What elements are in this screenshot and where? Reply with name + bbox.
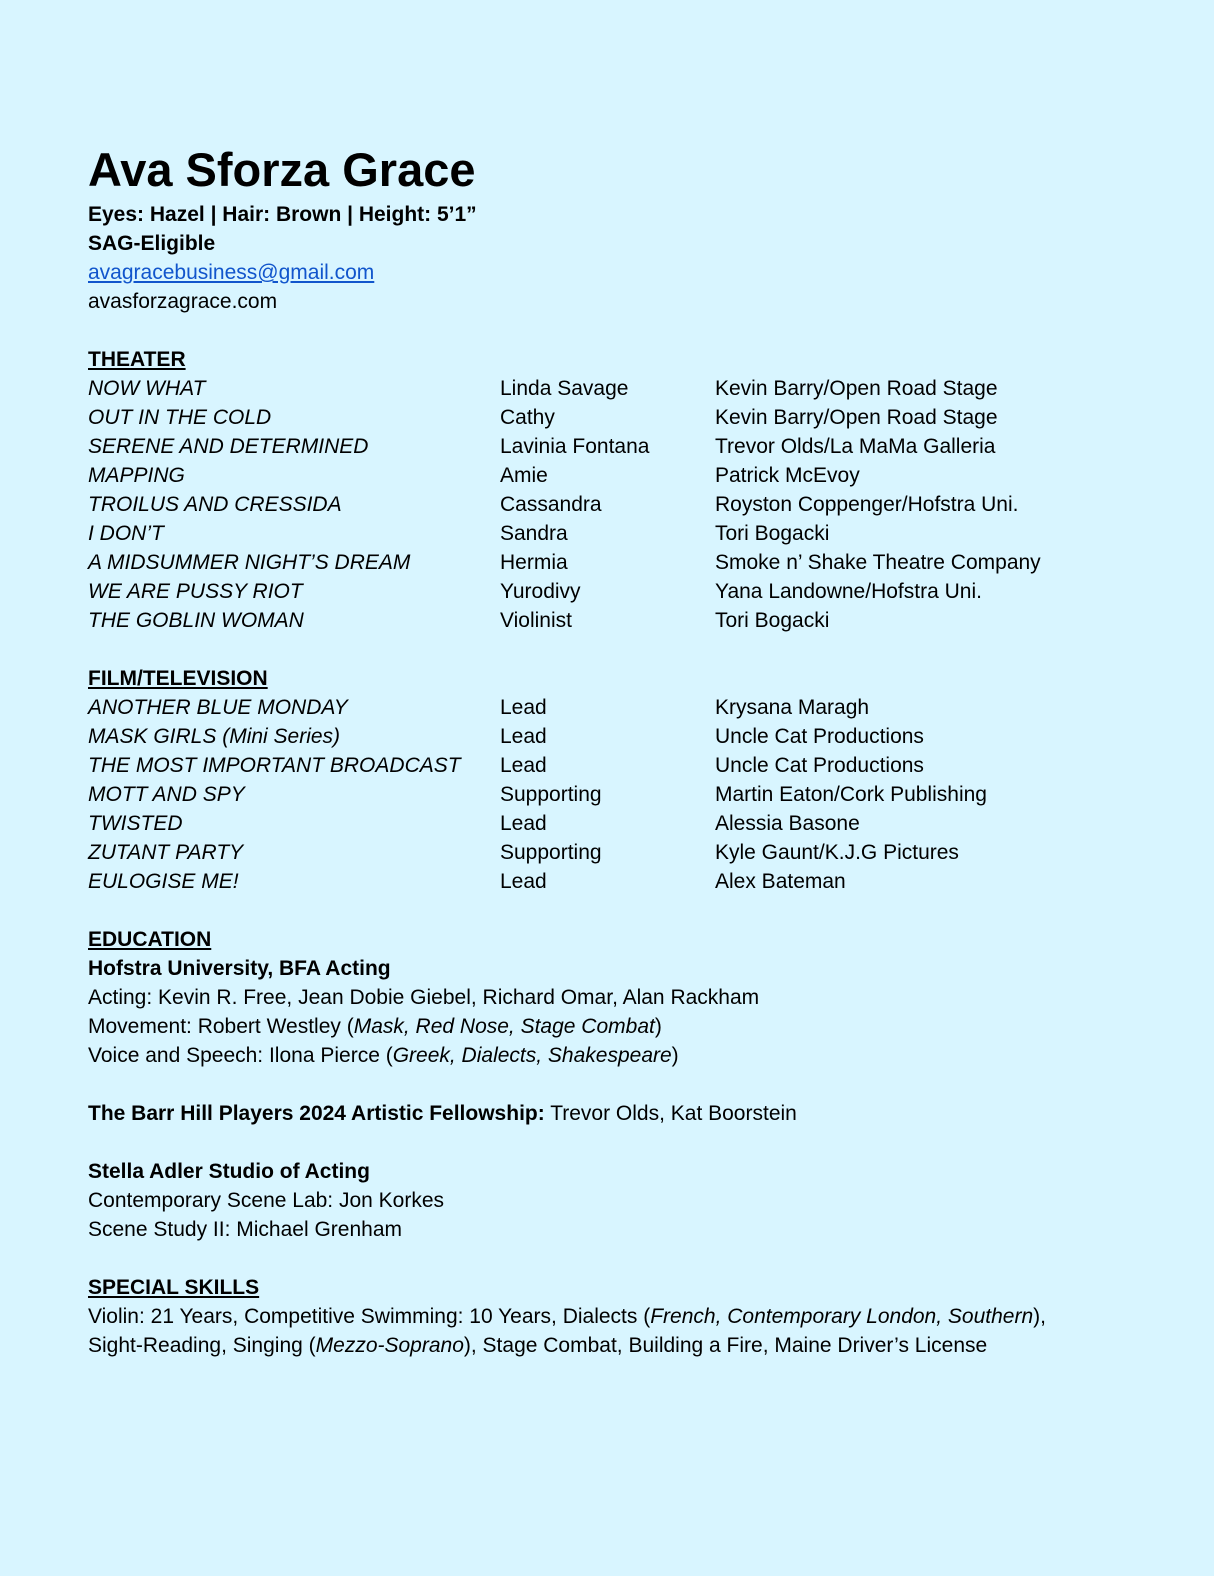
credit-company: Kyle Gaunt/K.J.G Pictures [715, 841, 959, 864]
film-heading: FILM/TELEVISION [88, 667, 268, 690]
film-credit-row [88, 722, 1148, 751]
theater-credit-row [88, 432, 1148, 461]
credit-role: Sandra [500, 522, 568, 545]
credit-company: Uncle Cat Productions [715, 725, 924, 748]
film-credit-row [88, 809, 1148, 838]
credit-title: ANOTHER BLUE MONDAY [88, 696, 348, 719]
credit-role: Lead [500, 812, 547, 835]
skills-line-2: Sight-Reading, Singing (Mezzo-Soprano), Stage Combat, Building a Fire, Maine Driver’s License [88, 1334, 988, 1357]
barr-hill-fellowship: The Barr Hill Players 2024 Artistic Fellowship: Trevor Olds, Kat Boorstein [88, 1102, 797, 1125]
credit-title: THE MOST IMPORTANT BROADCAST [88, 754, 461, 777]
education-heading: EDUCATION [88, 928, 212, 951]
skills-heading: SPECIAL SKILLS [88, 1276, 260, 1299]
credit-company: Patrick McEvoy [715, 464, 860, 487]
credit-role: Cassandra [500, 493, 602, 516]
credit-role: Violinist [500, 609, 572, 632]
theater-credits [88, 374, 1148, 635]
hofstra-title: Hofstra University, BFA Acting [88, 957, 391, 980]
credit-company: Tori Bogacki [715, 609, 830, 632]
stella-title: Stella Adler Studio of Acting [88, 1160, 370, 1183]
actor-name: Ava Sforza Grace [88, 143, 476, 196]
credit-role: Supporting [500, 783, 602, 806]
credit-title: WE ARE PUSSY RIOT [88, 580, 303, 603]
email-link[interactable]: avagracebusiness@gmail.com [88, 261, 375, 284]
credit-company: Alex Bateman [715, 870, 846, 893]
credit-title: I DON’T [88, 522, 164, 545]
theater-credit-row [88, 374, 1148, 403]
theater-credit-row [88, 519, 1148, 548]
theater-credit-row [88, 606, 1148, 635]
theater-credit-row [88, 548, 1148, 577]
credit-role: Cathy [500, 406, 555, 429]
credit-role: Lead [500, 725, 547, 748]
credit-company: Martin Eaton/Cork Publishing [715, 783, 987, 806]
credit-company: Royston Coppenger/Hofstra Uni. [715, 493, 1019, 516]
credit-title: MASK GIRLS (Mini Series) [88, 725, 341, 748]
theater-heading: THEATER [88, 348, 186, 371]
physical-stats: Eyes: Hazel | Hair: Brown | Height: 5’1” [88, 203, 477, 226]
credit-role: Linda Savage [500, 377, 629, 400]
credit-company: Krysana Maragh [715, 696, 870, 719]
credit-title: A MIDSUMMER NIGHT’S DREAM [88, 551, 411, 574]
hofstra-acting: Acting: Kevin R. Free, Jean Dobie Giebel, Richard Omar, Alan Rackham [88, 986, 760, 1009]
credit-company: Yana Landowne/Hofstra Uni. [715, 580, 982, 603]
website: avasforzagrace.com [88, 290, 278, 313]
film-credit-row [88, 780, 1148, 809]
credit-role: Hermia [500, 551, 568, 574]
credit-role: Lead [500, 754, 547, 777]
credit-company: Alessia Basone [715, 812, 860, 835]
theater-credit-row [88, 577, 1148, 606]
credit-title: NOW WHAT [88, 377, 206, 400]
credit-company: Kevin Barry/Open Road Stage [715, 377, 998, 400]
credit-title: EULOGISE ME! [88, 870, 239, 893]
skills-line-1: Violin: 21 Years, Competitive Swimming: 10 Years, Dialects (French, Contemporary London, Southern), [88, 1305, 1046, 1328]
credit-company: Kevin Barry/Open Road Stage [715, 406, 998, 429]
credit-title: TWISTED [88, 812, 183, 835]
resume [88, 140, 1148, 1360]
union-status: SAG-Eligible [88, 232, 216, 255]
credit-title: ZUTANT PARTY [88, 841, 244, 864]
credit-role: Lead [500, 870, 547, 893]
credit-role: Lead [500, 696, 547, 719]
credit-title: MOTT AND SPY [88, 783, 245, 806]
theater-credit-row [88, 403, 1148, 432]
credit-title: OUT IN THE COLD [88, 406, 272, 429]
credit-role: Yurodivy [500, 580, 581, 603]
credit-title: THE GOBLIN WOMAN [88, 609, 304, 632]
film-credit-row [88, 838, 1148, 867]
credit-title: MAPPING [88, 464, 185, 487]
hofstra-movement: Movement: Robert Westley (Mask, Red Nose, Stage Combat) [88, 1015, 662, 1038]
credit-role: Amie [500, 464, 548, 487]
film-credits [88, 693, 1148, 896]
credit-role: Lavinia Fontana [500, 435, 650, 458]
film-credit-row [88, 751, 1148, 780]
hofstra-voice: Voice and Speech: Ilona Pierce (Greek, Dialects, Shakespeare) [88, 1044, 679, 1067]
stella-study: Scene Study II: Michael Grenham [88, 1218, 402, 1241]
film-credit-row [88, 693, 1148, 722]
credit-company: Smoke n’ Shake Theatre Company [715, 551, 1041, 574]
theater-credit-row [88, 490, 1148, 519]
credit-title: TROILUS AND CRESSIDA [88, 493, 342, 516]
theater-credit-row [88, 461, 1148, 490]
film-credit-row [88, 867, 1148, 896]
credit-title: SERENE AND DETERMINED [88, 435, 369, 458]
credit-company: Trevor Olds/La MaMa Galleria [715, 435, 996, 458]
credit-company: Tori Bogacki [715, 522, 830, 545]
credit-role: Supporting [500, 841, 602, 864]
stella-lab: Contemporary Scene Lab: Jon Korkes [88, 1189, 445, 1212]
credit-company: Uncle Cat Productions [715, 754, 924, 777]
